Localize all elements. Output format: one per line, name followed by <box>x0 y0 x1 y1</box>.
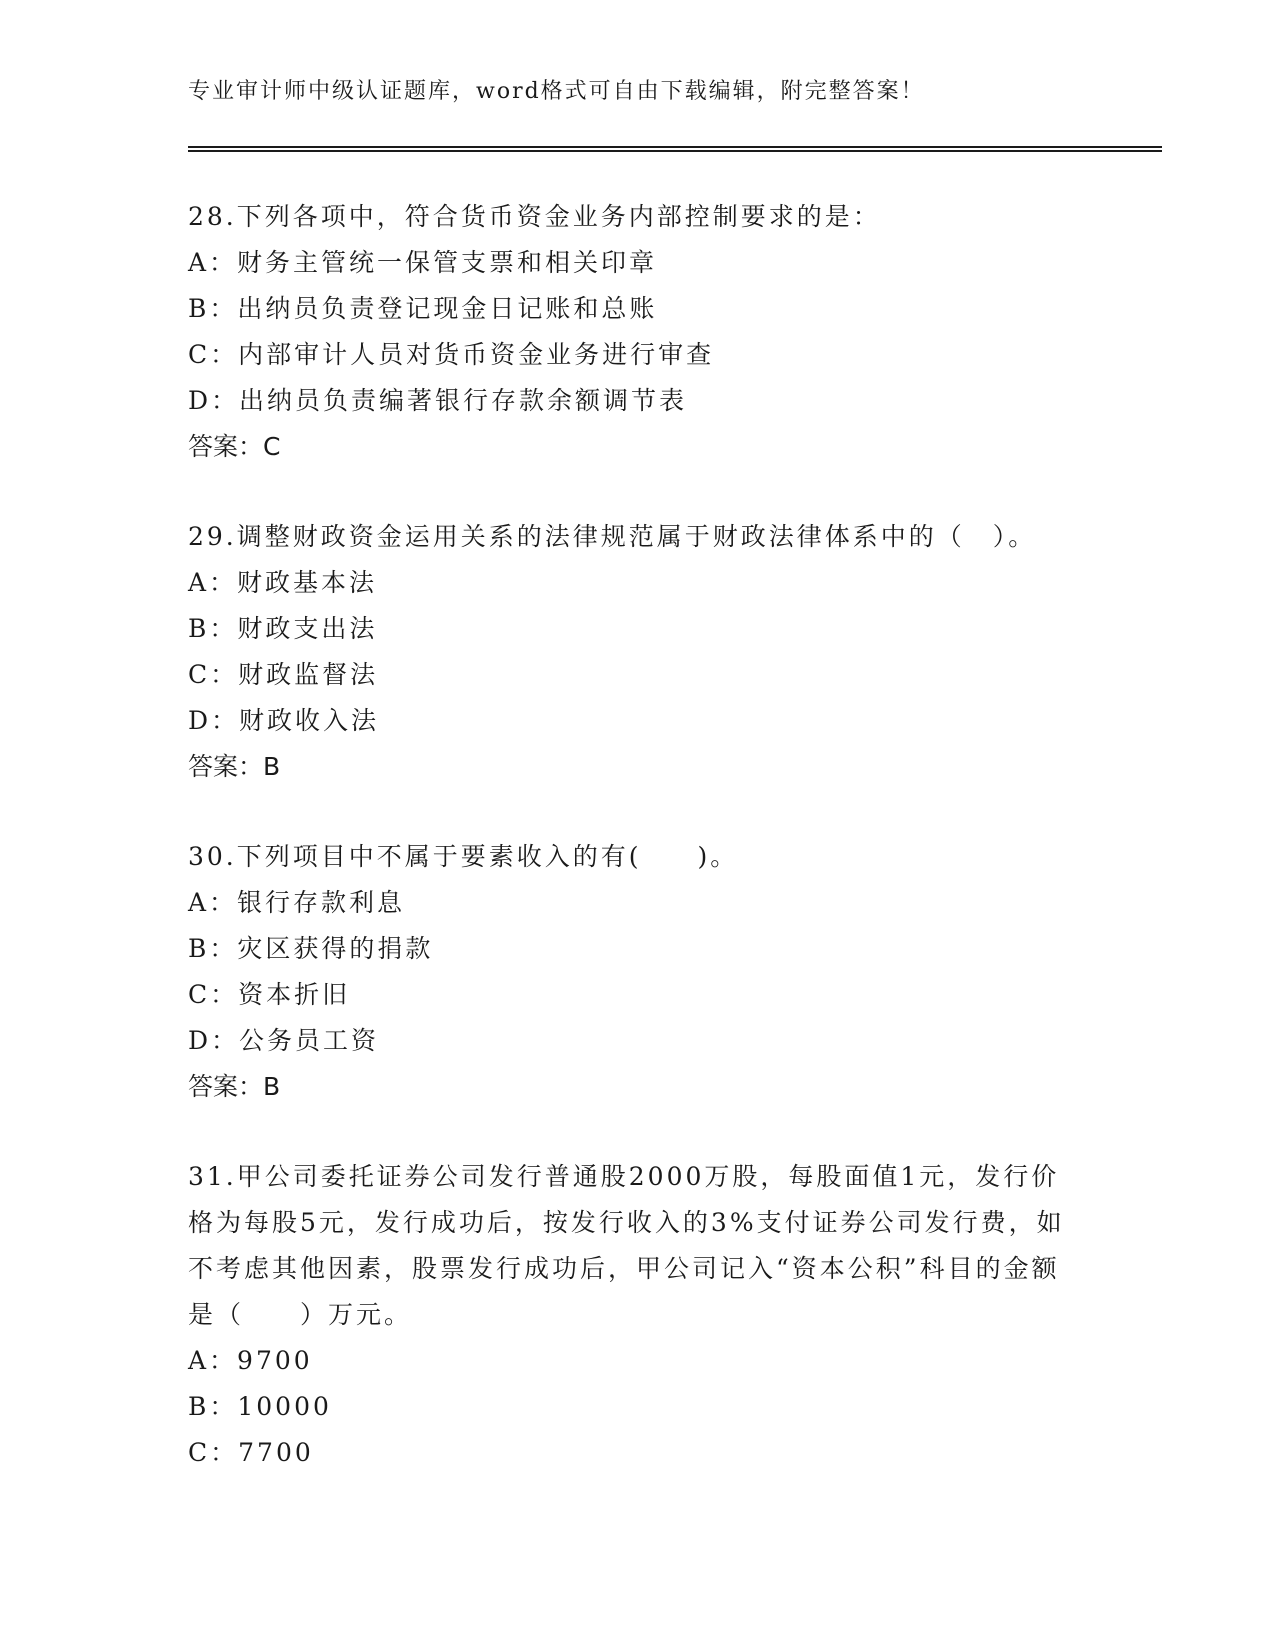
option-b: B：出纳员负责登记现金日记账和总账 <box>188 294 658 323</box>
question-28 <box>188 194 1088 470</box>
answer: 答案：C <box>188 432 281 461</box>
question-stem: 28.下列各项中，符合货币资金业务内部控制要求的是： <box>188 202 881 231</box>
option-b: B：10000 <box>188 1392 332 1421</box>
question-31 <box>188 1154 1068 1476</box>
question-30 <box>188 834 1088 1110</box>
question-29 <box>188 514 1088 790</box>
option-a: A：财务主管统一保管支票和相关印章 <box>188 248 658 277</box>
answer: 答案：B <box>188 1072 281 1101</box>
option-a: A：财政基本法 <box>188 568 378 597</box>
option-d: D：财政收入法 <box>188 706 380 735</box>
option-d: D：公务员工资 <box>188 1026 380 1055</box>
option-b: B：财政支出法 <box>188 614 378 643</box>
question-stem: 29.调整财政资金运用关系的法律规范属于财政法律体系中的（ ）。 <box>188 522 1037 551</box>
header-divider <box>188 146 1162 152</box>
question-stem: 30.下列项目中不属于要素收入的有( )。 <box>188 842 739 871</box>
option-c: C：内部审计人员对货币资金业务进行审查 <box>188 340 715 369</box>
option-c: C：7700 <box>188 1438 314 1467</box>
question-stem: 31.甲公司委托证券公司发行普通股2000万股，每股面值1元，发行价格为每股5元，发行成功后，按发行收入的3%支付证券公司发行费，如不考虑其他因素，股票发行成功后，甲公司记入“资本公积”科目的金额是（ ）万元。 <box>188 1162 1065 1329</box>
option-a: A：9700 <box>188 1346 313 1375</box>
option-a: A：银行存款利息 <box>188 888 406 917</box>
page-header-text: 专业审计师中级认证题库，word格式可自由下载编辑，附完整答案！ <box>188 79 925 104</box>
option-b: B：灾区获得的捐款 <box>188 934 434 963</box>
answer: 答案：B <box>188 752 281 781</box>
option-c: C：资本折旧 <box>188 980 351 1009</box>
option-c: C：财政监督法 <box>188 660 379 689</box>
option-d: D：出纳员负责编著银行存款余额调节表 <box>188 386 688 415</box>
